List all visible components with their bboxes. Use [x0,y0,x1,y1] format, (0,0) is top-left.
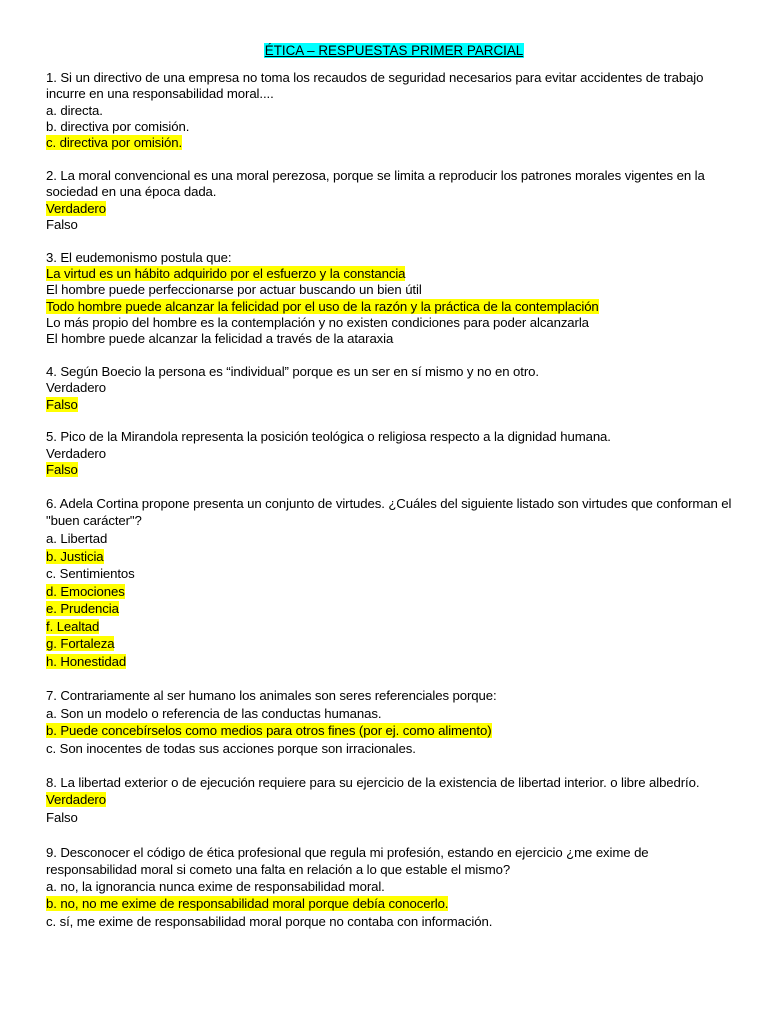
answer-option-text: f. Lealtad [46,618,100,634]
answer-option-text: b. Justicia [46,548,104,564]
question-text: 8. La libertad exterior o de ejecución requiere para su ejercicio de la existencia de libertad interior. o libre albedrío. [46,774,700,790]
answer-option [46,315,738,331]
answer-option-text: b. no, no me exime de responsabilidad moral porque debía conocerlo. [46,896,449,912]
question-7 [46,687,738,757]
answer-option-highlighted [46,600,738,618]
question-text: 7. Contrariamente al ser humano los animales son seres referenciales porque: [46,688,497,704]
answer-option [46,740,738,758]
question-text: 2. La moral convencional es una moral perezosa, porque se limita a reproducir los patrones morales vigentes en la sociedad en una época dada. [46,167,705,200]
answer-option-text: Falso [46,216,78,232]
answer-option-text: c. directiva por omisión. [46,135,183,151]
document-title-text: ÉTICA – RESPUESTAS PRIMER PARCIAL [264,43,524,58]
answer-option-text: b. directiva por comisión. [46,118,190,134]
answer-option [46,119,738,135]
answer-option [46,809,738,827]
question-3 [46,250,738,348]
answer-option-text: Verdadero [46,380,106,396]
answer-option-text: d. Emociones [46,583,125,599]
answer-option-highlighted [46,895,738,912]
answer-option-highlighted [46,653,738,671]
questions-list [46,70,738,930]
question-text: 9. Desconocer el código de ética profesional que regula mi profesión, estando en ejercicio ¿me exime de responsabilidad moral si cometo una falta en relación a lo que estable el mismo? [46,844,649,877]
answer-option-text: Verdadero [46,445,106,461]
question-9 [46,844,738,930]
answer-option-highlighted [46,462,738,478]
question-5 [46,429,738,478]
answer-option-text: La virtud es un hábito adquirido por el esfuerzo y la constancia [46,265,406,281]
answer-option-text: a. Libertad [46,530,108,546]
answer-option-text: c. sí, me exime de responsabilidad moral porque no contaba con información. [46,913,493,929]
answer-option-text: Falso [46,396,78,412]
answer-option-highlighted [46,397,738,413]
answer-option [46,913,738,930]
answer-option-text: El hombre puede perfeccionarse por actuar buscando un bien útil [46,282,422,298]
question-8 [46,774,738,827]
answer-option-highlighted [46,266,738,282]
question-text: 1. Si un directivo de una empresa no toma los recaudos de seguridad necesarios para evitar accidentes de trabajo incurre en una responsabilidad moral.... [46,70,704,102]
answer-option-text: g. Fortaleza [46,636,115,652]
answer-option-text: b. Puede concebírselos como medios para otros fines (por ej. como alimento) [46,723,492,739]
answer-option-highlighted [46,618,738,636]
question-2 [46,168,738,233]
answer-option [46,705,738,723]
answer-option [46,446,738,462]
question-text: 3. El eudemonismo postula que: [46,249,232,265]
answer-option-text: Falso [46,461,78,477]
answer-option [46,282,738,298]
answer-option-highlighted [46,791,738,809]
answer-option [46,103,738,119]
answer-option-text: Verdadero [46,200,106,216]
document-title [46,42,738,60]
question-text: 4. Según Boecio la persona es “individual” porque es un ser en sí mismo y no en otro. [46,363,539,379]
answer-option-text: c. Sentimientos [46,566,135,582]
answer-option [46,331,738,347]
answer-option-text: Lo más propio del hombre es la contemplación y no existen condiciones para poder alcanzarla [46,314,589,330]
answer-option [46,565,738,583]
answer-option-highlighted [46,299,738,315]
answer-option-text: c. Son inocentes de todas sus acciones porque son irracionales. [46,740,416,756]
question-6 [46,495,738,671]
answer-option [46,380,738,396]
answer-option-text: a. Son un modelo o referencia de las conductas humanas. [46,705,382,721]
answer-option-text: e. Prudencia [46,601,119,617]
answer-option-highlighted [46,548,738,566]
question-4 [46,364,738,413]
answer-option-text: Falso [46,810,78,826]
answer-option [46,217,738,233]
question-text: 5. Pico de la Mirandola representa la posición teológica o religiosa respecto a la dignidad humana. [46,429,611,445]
answer-option-text: a. no, la ignorancia nunca exime de responsabilidad moral. [46,879,385,895]
answer-option-highlighted [46,201,738,217]
answer-option-text: a. directa. [46,102,103,118]
answer-option-highlighted [46,583,738,601]
answer-option [46,530,738,548]
answer-option-text: El hombre puede alcanzar la felicidad a través de la ataraxia [46,331,394,347]
answer-option-text: h. Honestidad [46,654,127,670]
answer-option-text: Verdadero [46,792,106,808]
answer-option-highlighted [46,722,738,740]
answer-option-text: Todo hombre puede alcanzar la felicidad por el uso de la razón y la práctica de la contemplación [46,298,599,314]
answer-option-highlighted [46,135,738,151]
answer-option [46,878,738,895]
question-1 [46,70,738,151]
answer-option-highlighted [46,635,738,653]
question-text: 6. Adela Cortina propone presenta un conjunto de virtudes. ¿Cuáles del siguiente listado son virtudes que conforman el "buen carácter"? [46,495,732,529]
